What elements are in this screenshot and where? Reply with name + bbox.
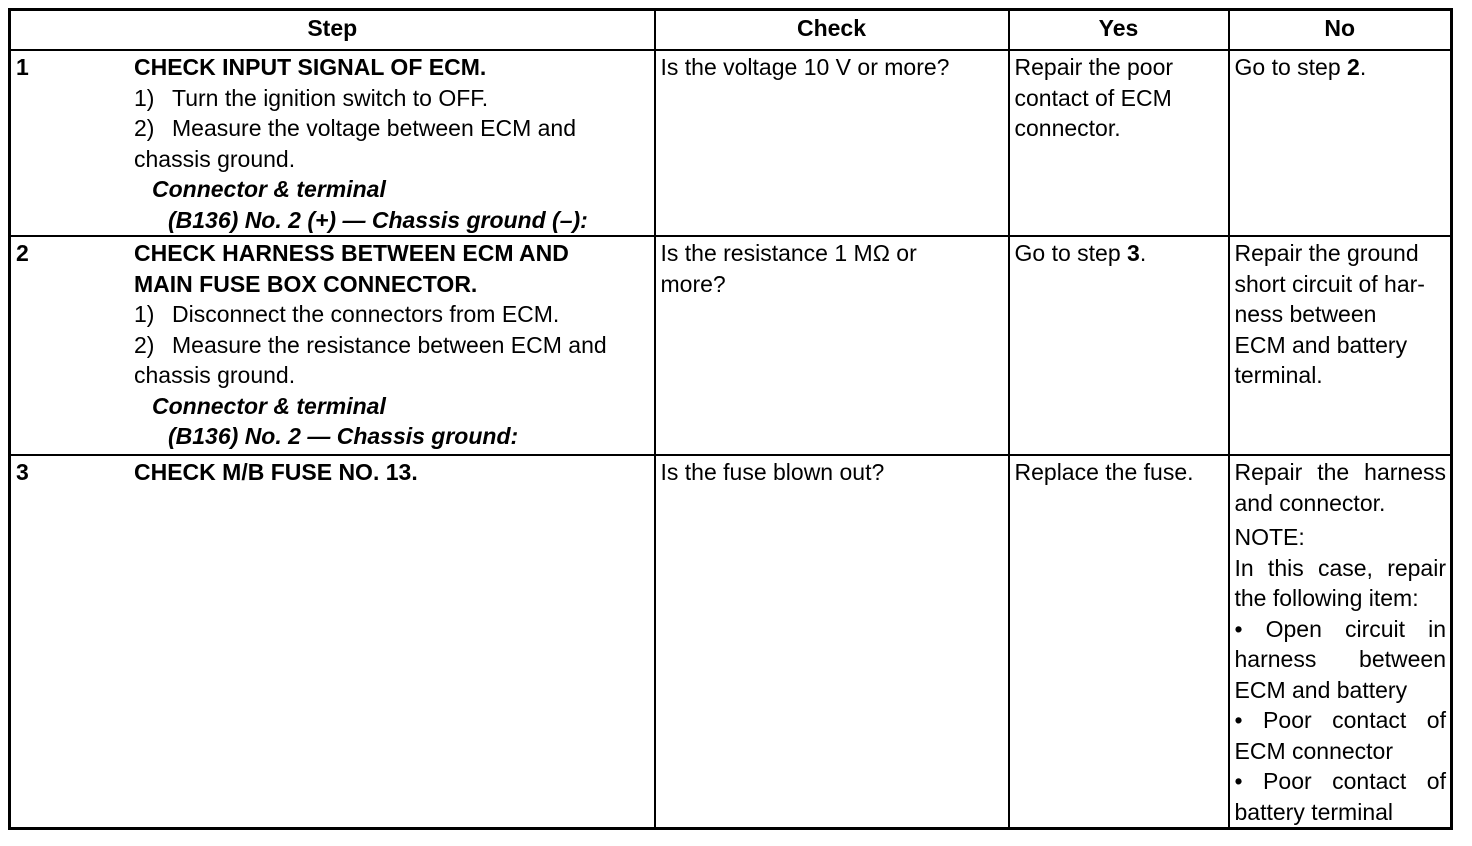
- yes-text: Repair the poor: [1014, 54, 1174, 80]
- step-title: MAIN FUSE BOX CONNECTOR.: [134, 270, 478, 297]
- bullet-item: ECM and battery: [1234, 676, 1408, 703]
- substep: 1) Disconnect the connectors from ECM.: [134, 301, 560, 327]
- connector-label: Connector & terminal: [152, 176, 386, 202]
- terminal-spec: (B136) No. 2 — Chassis ground:: [168, 423, 519, 449]
- check-text: Is the fuse blown out?: [660, 459, 885, 485]
- check-cell: [655, 455, 1009, 829]
- terminal-spec: (B136) No. 2 (+) — Chassis ground (–):: [168, 206, 588, 233]
- step-cell: [10, 50, 655, 236]
- no-cell: [1229, 236, 1452, 455]
- table-row: [10, 236, 1452, 455]
- no-text: short circuit of har-: [1234, 270, 1425, 297]
- bullet-item: battery terminal: [1234, 798, 1394, 825]
- header-yes: Yes: [1009, 10, 1229, 51]
- step-cell: [10, 455, 655, 829]
- bullet-item: • Poor contact of: [1234, 768, 1446, 794]
- substep-continuation: chassis ground.: [134, 145, 296, 172]
- yes-text: connector.: [1014, 115, 1121, 141]
- step-cell: [10, 236, 655, 455]
- note-text: In this case, repair: [1234, 554, 1446, 581]
- substep: 2) Measure the voltage between ECM and: [134, 115, 577, 141]
- yes-cell: [1009, 455, 1229, 829]
- header-row: [10, 10, 1452, 51]
- table-row: [10, 455, 1452, 829]
- check-text: Is the voltage 10 V or more?: [660, 54, 950, 80]
- no-text: and connector.: [1234, 489, 1386, 516]
- no-text: Go to step 2.: [1234, 54, 1367, 80]
- check-cell: [655, 50, 1009, 236]
- table-row: [10, 50, 1452, 236]
- bullet-item: • Open circuit in: [1234, 615, 1446, 642]
- bullet-item: ECM connector: [1234, 737, 1394, 764]
- step-title: CHECK HARNESS BETWEEN ECM AND: [134, 240, 569, 266]
- header-check: Check: [655, 10, 1009, 51]
- step-number: 1: [16, 54, 29, 80]
- header-step: Step: [10, 10, 655, 51]
- no-text: ECM and battery: [1234, 331, 1408, 358]
- yes-text: Go to step 3.: [1014, 240, 1147, 266]
- substep: 1) Turn the ignition switch to OFF.: [134, 84, 489, 111]
- step-number: 3: [16, 459, 29, 485]
- bullet-item: • Poor contact of: [1234, 707, 1446, 733]
- no-text: ness between: [1234, 301, 1377, 327]
- note-text: the following item:: [1234, 585, 1419, 611]
- diagnostic-table: [8, 8, 1453, 830]
- step-number: 2: [16, 240, 29, 266]
- bullet-item: harness between: [1234, 646, 1446, 672]
- yes-text: contact of ECM: [1014, 84, 1172, 111]
- check-text: Is the resistance 1 MΩ or: [660, 240, 917, 266]
- step-title: CHECK INPUT SIGNAL OF ECM.: [134, 54, 487, 80]
- connector-label: Connector & terminal: [152, 392, 386, 419]
- substep-continuation: chassis ground.: [134, 362, 296, 388]
- no-text: Repair the ground: [1234, 240, 1419, 266]
- no-cell: [1229, 455, 1452, 829]
- yes-cell: [1009, 236, 1229, 455]
- yes-cell: [1009, 50, 1229, 236]
- no-cell: [1229, 50, 1452, 236]
- substep: 2) Measure the resistance between ECM and: [134, 331, 607, 358]
- note-label: NOTE:: [1234, 524, 1305, 550]
- header-no: No: [1229, 10, 1452, 51]
- no-text: terminal.: [1234, 362, 1323, 388]
- check-cell: [655, 236, 1009, 455]
- check-text: more?: [660, 270, 726, 297]
- no-text: Repair the harness: [1234, 459, 1446, 485]
- step-title: CHECK M/B FUSE NO. 13.: [134, 459, 418, 485]
- yes-text: Replace the fuse.: [1014, 459, 1194, 485]
